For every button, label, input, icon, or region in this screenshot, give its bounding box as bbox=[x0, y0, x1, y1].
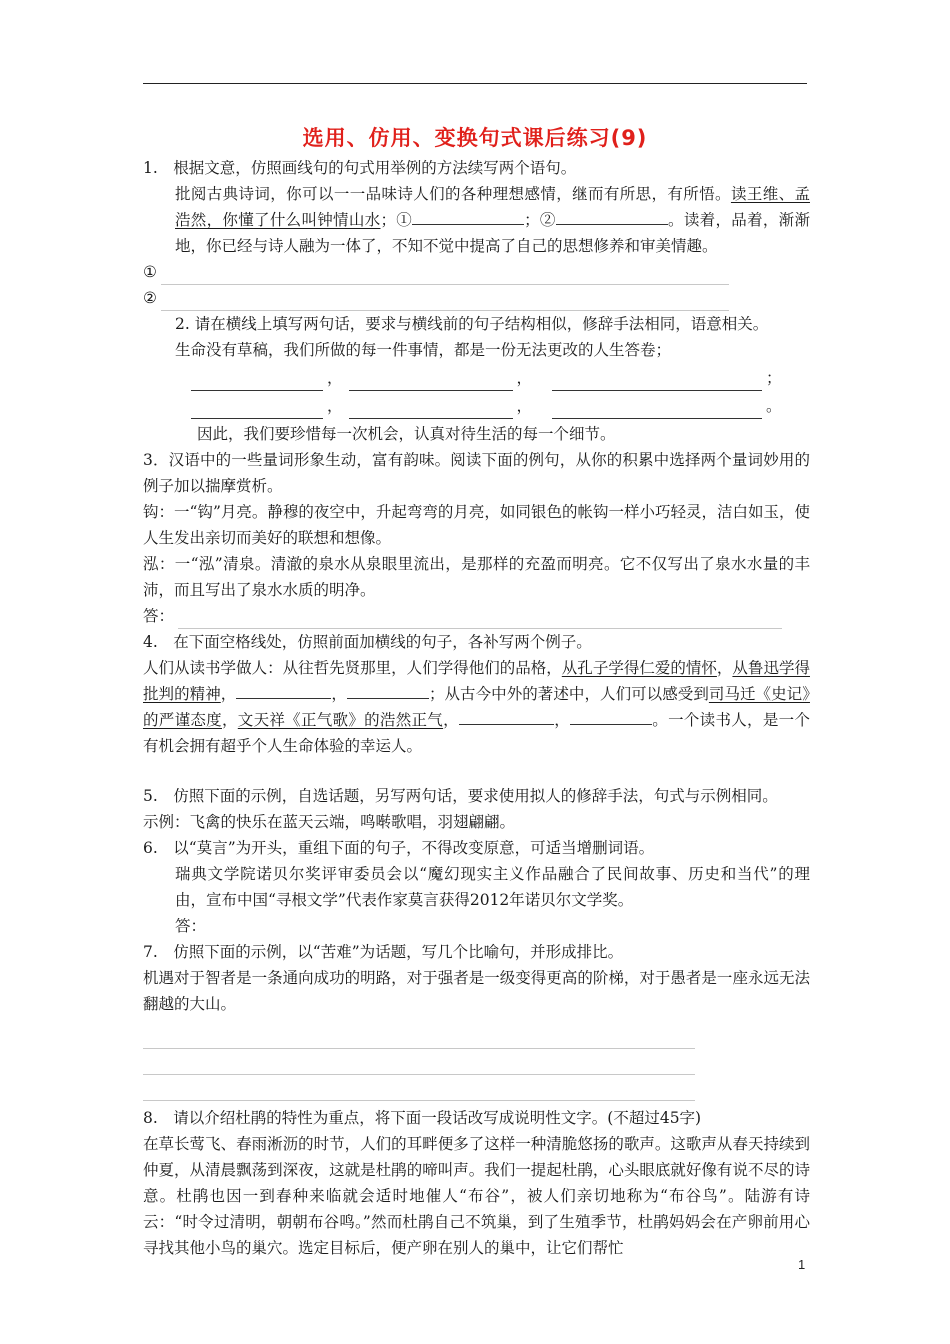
answer-blank[interactable] bbox=[349, 403, 513, 419]
answer-blank[interactable] bbox=[191, 403, 323, 419]
answer-blank[interactable] bbox=[349, 375, 513, 391]
answer-blank[interactable] bbox=[552, 403, 762, 419]
question-6-answer: 答： bbox=[175, 917, 207, 935]
question-4-passage: 人们从读书学做人：从往哲先贤那里，人们学得他们的品格，从孔子学得仁爱的情怀，从鲁迅学得批判的精神， ， ；从古今中外的著述中，人们可以感受到司马迁《史记》的严谨态度，文天祥《正气歌》的浩然正气， ， 。一个读书人，是一个有机会拥有超乎个人生命体验的幸运人。 bbox=[143, 659, 810, 755]
question-7-example: 机遇对于智者是一条通向成功的明路，对于强者是一级变得更高的阶梯，对于愚者是一座永远无法翻越的大山。 bbox=[143, 969, 810, 1013]
answer-line-1[interactable]: ① bbox=[143, 259, 810, 285]
underlined-example: 从鲁迅学得批判的精神 bbox=[143, 659, 810, 703]
question-3-stem: 3．汉语中的一些量词形象生动，富有韵味。阅读下面的例句，从你的积累中选择两个量词妙用的例子加以揣摩赏析。 bbox=[143, 451, 810, 495]
question-6-stem: 6. 以“莫言”为开头，重组下面的句子，不得改变原意，可适当增删词语。 bbox=[143, 839, 655, 857]
question-8-text: 在草长莺飞、春雨淅沥的时节，人们的耳畔便多了这样一种清脆悠扬的歌声。这歌声从春天持续到仲夏，从清晨飘荡到深夜，这就是杜鹃的啼叫声。我们一提起杜鹃，心头眼底就好像有说不尽的诗意。杜鹃也因一到春种来临就会适时地催人“布谷”，被人们亲切地称为“布谷鸟”。陆游有诗云：“时令过清明，朝朝布谷鸣。”然而杜鹃自己不筑巢，到了生殖季节，杜鹃妈妈会在产卵前用心寻找其他小鸟的巢穴。选定目标后，便产卵在别人的巢中，让它们帮忙 bbox=[143, 1135, 810, 1257]
question-2-stem: 2. 请在横线上填写两句话，要求与横线前的句子结构相似，修辞手法相同，语意相关。 bbox=[175, 315, 769, 333]
question-6-text: 瑞典文学院诺贝尔奖评审委员会以“魔幻现实主义作品融合了民间故事、历史和当代”的理由，宣布中国“寻根文学”代表作家莫言获得2012年诺贝尔文学奖。 bbox=[175, 865, 810, 909]
question-1-stem: 1. 根据文意，仿照画线句的句式用举例的方法续写两个语句。 bbox=[143, 159, 577, 177]
answer-line-3[interactable]: 答： bbox=[143, 603, 810, 629]
page-title: 选用、仿用、变换句式课后练习(9) bbox=[302, 126, 648, 150]
answer-blank[interactable] bbox=[570, 709, 652, 725]
answer-blank[interactable] bbox=[191, 375, 323, 391]
question-4-stem: 4. 在下面空格线处，仿照前面加横线的句子，各补写两个例子。 bbox=[143, 633, 592, 651]
question-2-conclusion: 因此，我们要珍惜每一次机会，认真对待生活的每一个细节。 bbox=[197, 425, 616, 443]
answer-blank[interactable] bbox=[347, 683, 429, 699]
answer-row-2: ， ， 。 bbox=[143, 393, 810, 419]
answer-line-7c[interactable] bbox=[143, 1080, 695, 1101]
answer-blank[interactable] bbox=[459, 709, 554, 725]
question-3-example-1: 钩：一“钩”月亮。静穆的夜空中，升起弯弯的月亮，如同银色的帐钩一样小巧轻灵，洁白如玉，使人生发出亲切而美好的联想和想像。 bbox=[143, 503, 810, 547]
answer-blank-1[interactable] bbox=[412, 209, 524, 225]
answer-blank[interactable] bbox=[552, 375, 762, 391]
page-number: 1 bbox=[798, 1257, 806, 1272]
answer-row-1: ， ， ； bbox=[143, 365, 810, 391]
answer-line-7a[interactable] bbox=[143, 1028, 695, 1049]
question-1-passage: 批阅古典诗词，你可以一一品味诗人们的各种理想感情，继而有所思，有所悟。读王维、孟浩然，你懂了什么叫钟情山水；① ；② 。读着，品着，渐渐地，你已经与诗人融为一体了，不知不觉中提高了自己的思想修养和审美情趣。 bbox=[175, 185, 810, 255]
question-2-lead: 生命没有草稿，我们所做的每一件事情，都是一份无法更改的人生答卷； bbox=[175, 341, 672, 359]
answer-blank-2[interactable] bbox=[556, 209, 668, 225]
answer-line-7b[interactable] bbox=[143, 1054, 695, 1075]
answer-blank[interactable] bbox=[236, 683, 331, 699]
question-5-example: 示例：飞禽的快乐在蓝天云端，鸣啭歌唱，羽翅翩翩。 bbox=[143, 813, 516, 831]
question-8-stem: 8. 请以介绍杜鹃的特性为重点，将下面一段话改写成说明性文字。(不超过45字) bbox=[143, 1109, 702, 1127]
question-7-stem: 7. 仿照下面的示例，以“苦难”为话题，写几个比喻句，并形成排比。 bbox=[143, 943, 624, 961]
question-3-example-2: 泓：一“泓”清泉。清澈的泉水从泉眼里流出，是那样的充盈而明亮。它不仅写出了泉水水量的丰沛，而且写出了泉水水质的明净。 bbox=[143, 555, 810, 599]
answer-line-2[interactable]: ② bbox=[143, 285, 810, 311]
underlined-example: 从孔子学得仁爱的情怀 bbox=[561, 659, 717, 677]
question-5-stem: 5. 仿照下面的示例，自选话题，另写两句话，要求使用拟人的修辞手法，句式与示例相同。 bbox=[143, 787, 778, 805]
worksheet-body bbox=[143, 155, 810, 1261]
underlined-example: 司马迁《史记》的严谨态度 bbox=[143, 685, 810, 729]
header-rule bbox=[143, 83, 807, 84]
underlined-example: 读王维、孟浩然，你懂了什么叫钟情山水 bbox=[175, 185, 810, 229]
underlined-example: 文天祥《正气歌》的浩然正气 bbox=[237, 711, 444, 729]
